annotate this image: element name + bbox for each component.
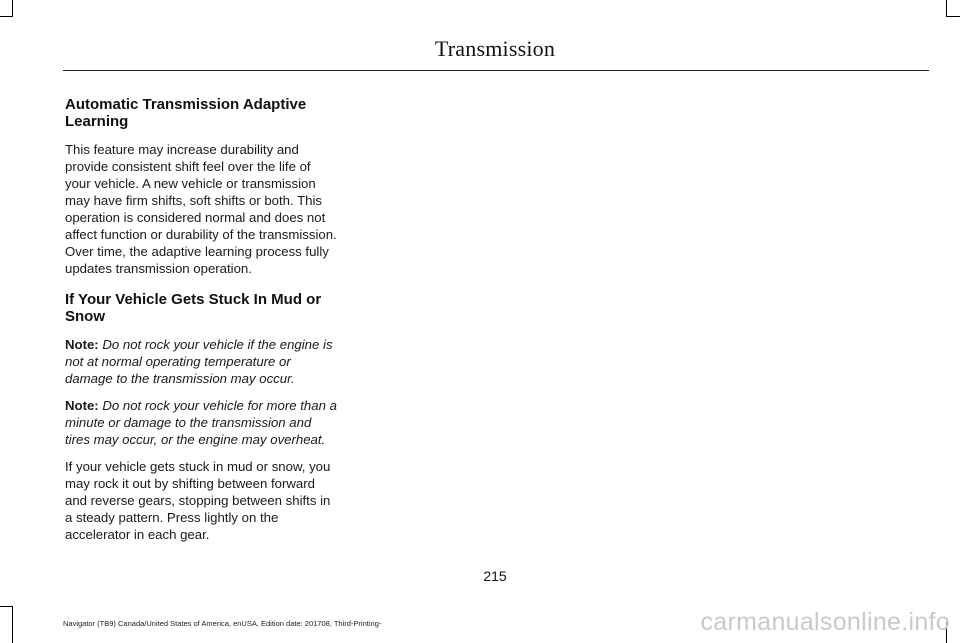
main-text-column [65, 96, 337, 553]
crop-mark-bottom-left-h [0, 606, 13, 607]
header-divider [63, 70, 929, 71]
crop-mark-top-left-v [12, 0, 13, 16]
note-text: Do not rock your vehicle if the engine is not at normal operating temperature or damage to the transmission may occur. [65, 337, 333, 386]
note-rocking-duration [65, 397, 337, 448]
crop-mark-top-right-v [946, 0, 947, 16]
section-heading-adaptive-learning: Automatic Transmission Adaptive Learning [65, 96, 307, 130]
note-text: Do not rock your vehicle for more than a minute or damage to the transmission and tires may occur, or the engine may overheat. [65, 398, 337, 447]
note-engine-temperature [65, 336, 337, 387]
page-number: 215 [483, 568, 507, 584]
page-header-title: Transmission [434, 36, 556, 61]
footer-edition-info: Navigator (TB9) Canada/United States of America, enUSA, Edition date: 201708, Third-Printing- [63, 619, 382, 628]
note-label: Note: [65, 337, 99, 352]
crop-mark-top-left-h [0, 16, 13, 17]
note-label: Note: [65, 398, 99, 413]
crop-mark-bottom-left-v [12, 606, 13, 643]
section-heading-stuck-in-mud: If Your Vehicle Gets Stuck In Mud or Snow [65, 291, 322, 325]
paragraph-rocking-procedure: If your vehicle gets stuck in mud or snow, you may rock it out by shifting between forward and reverse gears, stopping between shifts in a steady pattern. Press lightly on the accelerator in each gear. [65, 459, 331, 542]
watermark: carmanualsonline.info [700, 608, 950, 636]
crop-mark-top-right-h [946, 16, 960, 17]
paragraph-adaptive-learning: This feature may increase durability and provide consistent shift feel over the life of your vehicle. A new vehicle or transmission may have firm shifts, soft shifts or both. This operation is considered normal and does not affect function or durability of the transmission. Over time, the adaptive learning process fully updates transmission operation. [65, 142, 337, 276]
